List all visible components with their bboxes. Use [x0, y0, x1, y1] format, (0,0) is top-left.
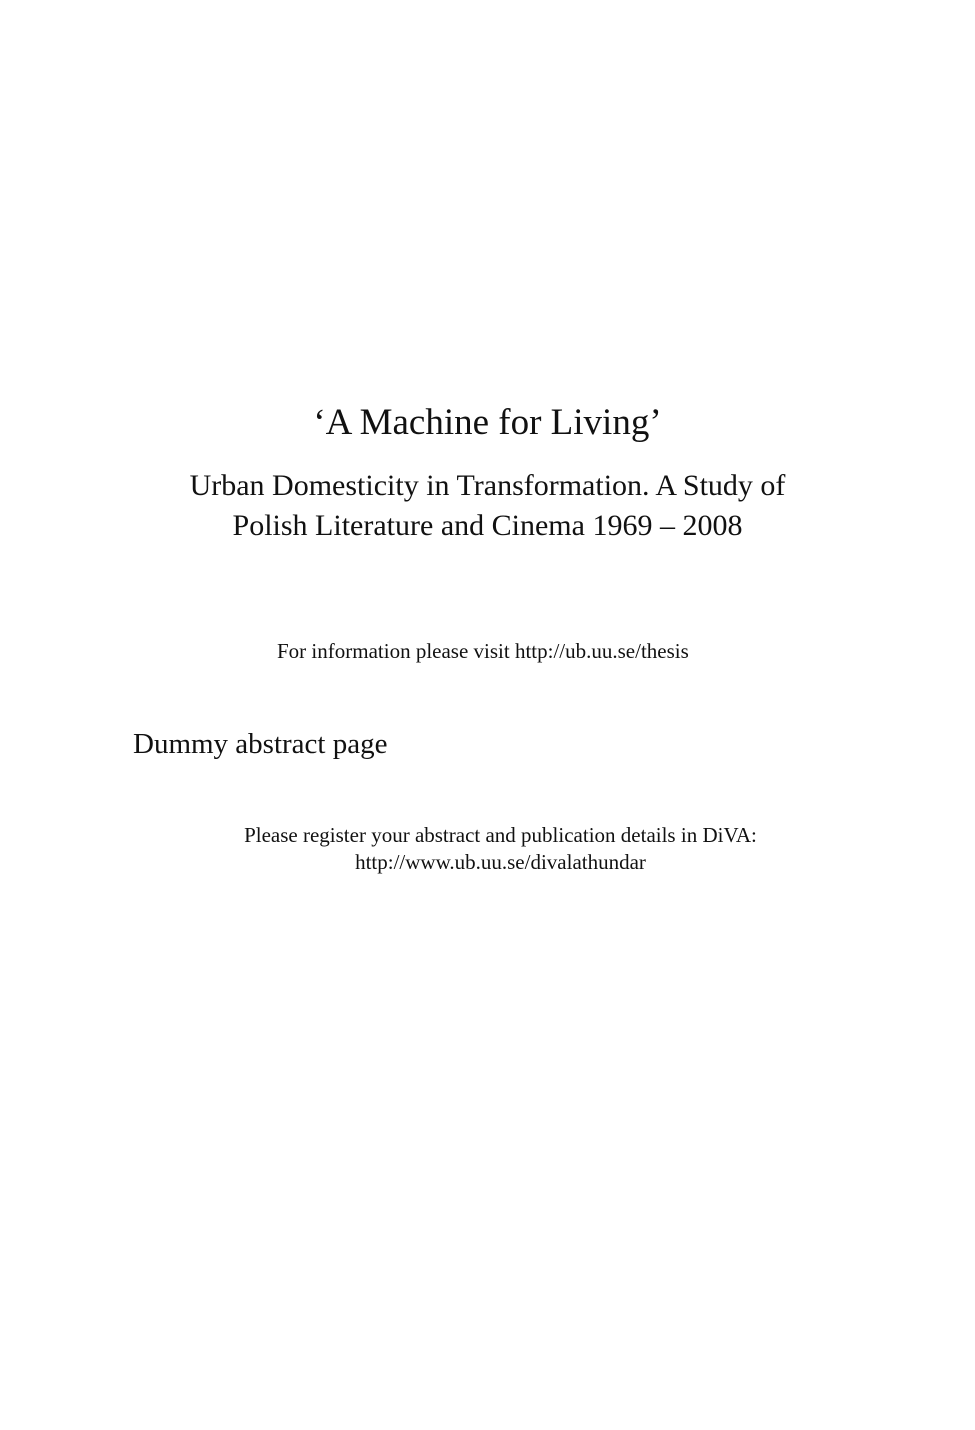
information-text: For information please visit http://ub.uu.se/thesis: [277, 639, 689, 663]
subtitle-line-2: Polish Literature and Cinema 1969 – 2008: [232, 509, 743, 542]
abstract-heading: Dummy abstract page: [133, 728, 388, 760]
register-line-2: http://www.ub.uu.se/divalathundar: [355, 850, 646, 874]
register-line-1: Please register your abstract and publication details in DiVA:: [244, 823, 757, 847]
document-subtitle: [0, 466, 975, 546]
subtitle-line-1: Urban Domesticity in Transformation. A Study of: [189, 469, 786, 502]
register-instructions: [0, 822, 975, 876]
document-title: ‘A Machine for Living’: [313, 402, 662, 443]
